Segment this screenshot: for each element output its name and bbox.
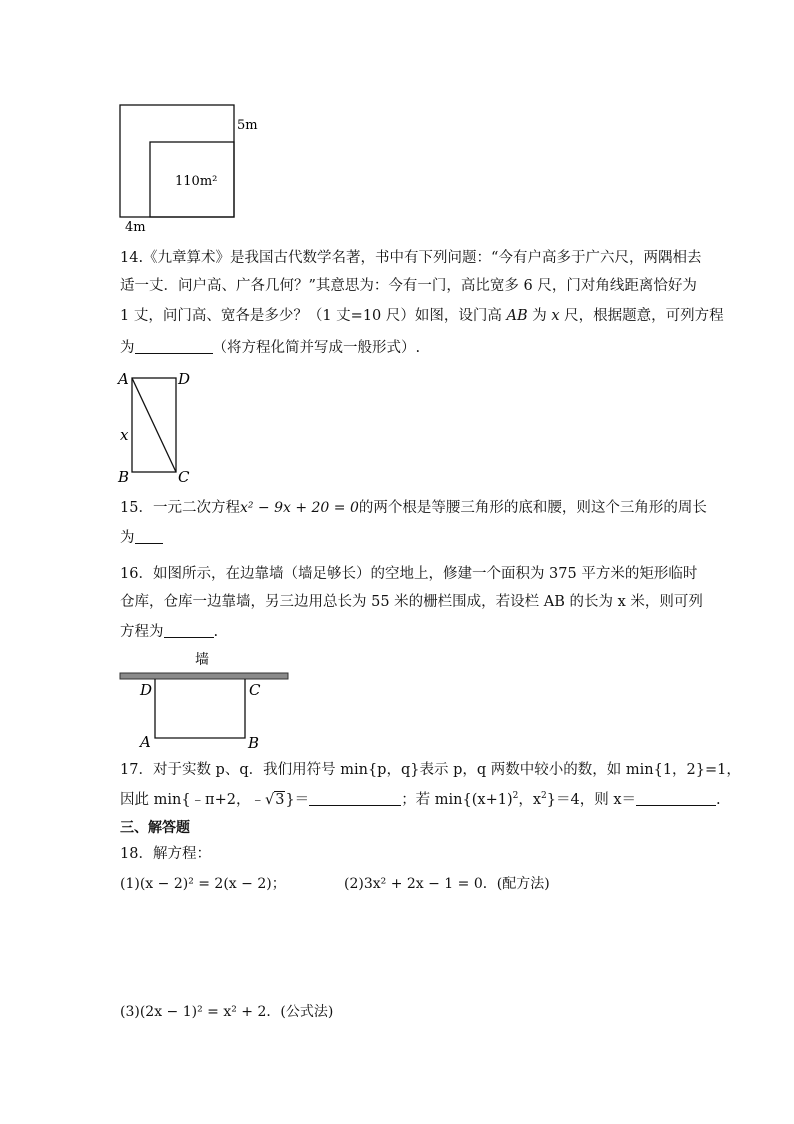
label-wall: 墙 bbox=[195, 652, 209, 668]
q18-part2: (2)3x² + 2x − 1 = 0．(配方法) bbox=[344, 876, 550, 892]
q18-part3: (3)(2x − 1)² = x² + 2．(公式法) bbox=[120, 1004, 334, 1020]
section-title: 三、解答题 bbox=[120, 820, 190, 836]
q14-line4: 为 （将方程化简并写成一般形式）. bbox=[120, 340, 421, 356]
label-D: D bbox=[178, 370, 191, 388]
answer-blank-q17-1[interactable] bbox=[309, 791, 401, 806]
warehouse-outline bbox=[155, 679, 245, 738]
q14-line1: 14.《九章算术》是我国古代数学名著，书中有下列问题：“今有户高多于广六尺，两隅相去 bbox=[120, 250, 702, 266]
answer-blank-q16[interactable] bbox=[164, 623, 214, 638]
label-A: A bbox=[118, 370, 129, 388]
q16-line3: 方程为 . bbox=[120, 624, 219, 640]
figure-q14-door bbox=[110, 366, 210, 488]
label-C: C bbox=[249, 681, 261, 699]
label-area: 110m² bbox=[175, 174, 218, 189]
q18-part1: (1)(x − 2)² = 2(x − 2)； bbox=[120, 876, 286, 892]
label-B: B bbox=[248, 734, 260, 752]
answer-blank-q15[interactable] bbox=[135, 529, 163, 544]
figure-q13-rectangles bbox=[115, 100, 265, 235]
q14-line2: 适一丈．问户高、广各几何？”其意思为：今有一门，高比宽多 6 尺，门对角线距离恰好为 bbox=[120, 278, 697, 294]
sqrt-icon: √ bbox=[264, 792, 275, 808]
label-B: B bbox=[118, 468, 130, 486]
q16-line1: 16．如图所示，在边靠墙（墙足够长）的空地上，修建一个面积为 375 平方米的矩形临时 bbox=[120, 566, 698, 582]
door-diagonal bbox=[132, 378, 176, 472]
q18-title: 18．解方程： bbox=[120, 846, 211, 862]
answer-blank-q17-2[interactable] bbox=[636, 791, 716, 806]
outer-rectangle bbox=[120, 105, 234, 217]
label-4m: 4m bbox=[125, 220, 146, 235]
var-AB: AB bbox=[506, 308, 528, 324]
q15-line1: 15．一元二次方程x² − 9x + 20 = 0的两个根是等腰三角形的底和腰，则这个三角形的周长 bbox=[120, 500, 707, 516]
q14-line3: 1 丈，问门高、宽各是多少？（1 丈=10 尺）如图，设门高 AB 为 x 尺，根据题意，可列方程 bbox=[120, 308, 724, 324]
label-C: C bbox=[178, 468, 190, 486]
wall-bar bbox=[120, 673, 288, 679]
label-x: x bbox=[120, 426, 129, 444]
label-5m: 5m bbox=[237, 118, 258, 133]
label-D: D bbox=[140, 681, 153, 699]
figure-q16-warehouse bbox=[115, 648, 295, 753]
q15-equation: x² − 9x + 20 = 0 bbox=[239, 500, 359, 516]
label-A: A bbox=[140, 733, 151, 751]
var-x: x bbox=[551, 308, 560, 324]
q15-line2: 为 bbox=[120, 528, 163, 548]
q17-line1: 17．对于实数 p、q．我们用符号 min{p，q}表示 p，q 两数中较小的数，如 min{1，2}=1， bbox=[120, 762, 741, 778]
q16-line2: 仓库，仓库一边靠墙，另三边用总长为 55 米的栅栏围成，若设栏 AB 的长为 x 米，则可列 bbox=[120, 594, 703, 610]
answer-blank-q14[interactable] bbox=[135, 339, 213, 354]
q17-line2: 因此 min{﹣π+2，﹣√3}＝ ；若 $\min\{(x+1)^2$，$x^2\}=4$，则 x＝ . bbox=[120, 791, 721, 808]
